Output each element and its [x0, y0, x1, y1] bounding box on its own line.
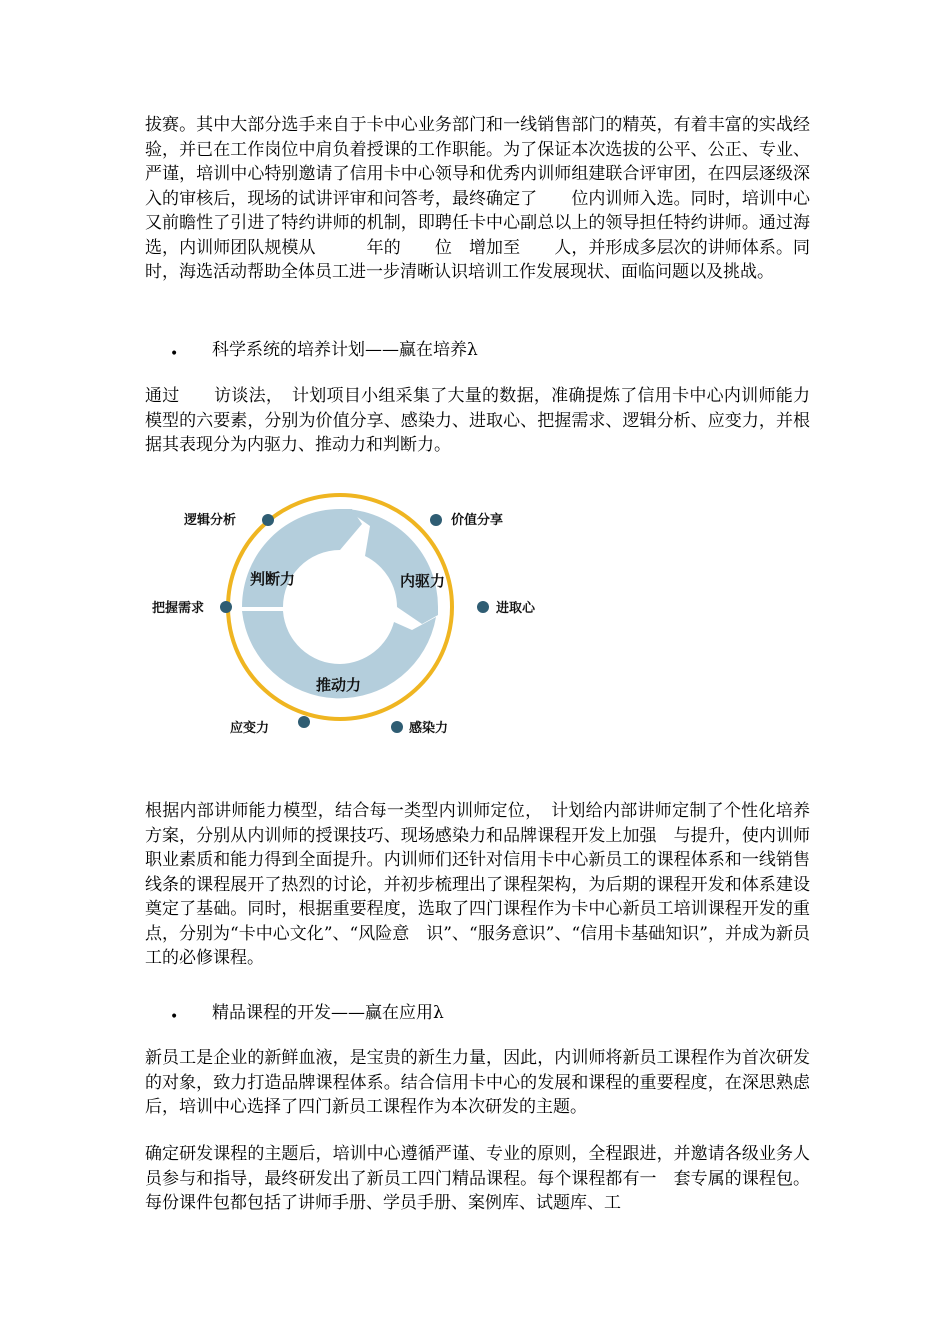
point-label-ambition: 进取心: [496, 601, 536, 616]
dot-appeal: [391, 721, 403, 733]
point-label-appeal: 感染力: [409, 721, 449, 736]
dot-value: [430, 514, 442, 526]
segment-label-push: 推动力: [316, 676, 362, 694]
paragraph-interview: 通过 访谈法， 计划项目小组采集了大量的数据，准确提炼了信用卡中心内训师能力模型的六要素，分别为价值分享、感染力、进取心、把握需求、逻辑分析、应变力，并根据其表现分为内驱力、推动力和判断力。: [145, 386, 810, 455]
point-label-adapt: 应变力: [230, 721, 270, 736]
paragraph-new-staff: 新员工是企业的新鲜血液，是宝贵的新生力量，因此，内训师将新员工课程作为首次研发的对象，致力打造品牌课程体系。结合信用卡中心的发展和课程的重要程度，在深思熟虑后，培训中心选择了四门新员工课程作为本次研发的主题。: [145, 1048, 810, 1117]
bullet-text: 精品课程的开发——赢在应用λ: [212, 1003, 444, 1023]
paragraph-research: 确定研发课程的主题后，培训中心遵循严谨、专业的原则，全程跟进，并邀请各级业务人员参与和指导，最终研发出了新员工四门精品课程。每个课程都有一 套专属的课程包。每份课件包都包括了讲师手册、学员手册、案例库、试题库、工: [145, 1144, 810, 1213]
dot-needs: [220, 601, 232, 613]
point-label-needs: 把握需求: [152, 601, 205, 616]
dot-adapt: [298, 716, 310, 728]
point-label-logic: 逻辑分析: [184, 513, 237, 528]
paragraph-intro: 拔赛。其中大部分选手来自于卡中心业务部门和一线销售部门的精英，有着丰富的实战经验，并已在工作岗位中肩负着授课的工作职能。为了保证本次选拔的公平、公正、专业、严谨，培训中心特别邀请了信用卡中心领导和优秀内训师组建联合评审团，在四层逐级深入的审核后，现场的试讲评审和问答考，最终确定了 位内训师入选。同时，培训中心又前瞻性了引进了特约讲师的机制，即聘任卡中心副总以上的领导担任特约讲师。通过海选，内训师团队规模从 年的 位 增加至 人，并形成多层次的讲师体系。同时，海选活动帮助全体员工进一步清晰认识培训工作发展现状、面临问题以及挑战。: [145, 115, 810, 282]
bullet-text: 科学系统的培养计划——赢在培养λ: [212, 340, 478, 360]
paragraph-plan: 根据内部讲师能力模型，结合每一类型内训师定位， 计划给内部讲师定制了个性化培养方案，分别从内训师的授课技巧、现场感染力和品牌课程开发上加强 与提升，使内训师职业素质和能力得到全面提升。内训师们还针对信用卡中心新员工的课程体系和一线销售线条的课程展开了热烈的讨论，并初步梳理出了课程架构，为后期的课程开发和体系建设奠定了基础。同时，根据重要程度，选取了四门课程作为卡中心新员工培训课程开发的重点，分别为“卡中心文化”、“风险意 识”、“服务意识”、“信用卡基础知识”，并成为新员工的必修课程。: [145, 801, 810, 968]
inner-hole: [285, 552, 395, 662]
dot-logic: [262, 514, 274, 526]
segment-label-drive: 内驱力: [400, 572, 446, 590]
competency-model-diagram: [140, 490, 560, 760]
dot-ambition: [477, 601, 489, 613]
segment-label-judgment: 判断力: [250, 570, 296, 588]
bullet-marker: •: [170, 1009, 179, 1025]
bullet-marker: •: [170, 346, 179, 362]
point-label-value: 价值分享: [451, 513, 504, 528]
